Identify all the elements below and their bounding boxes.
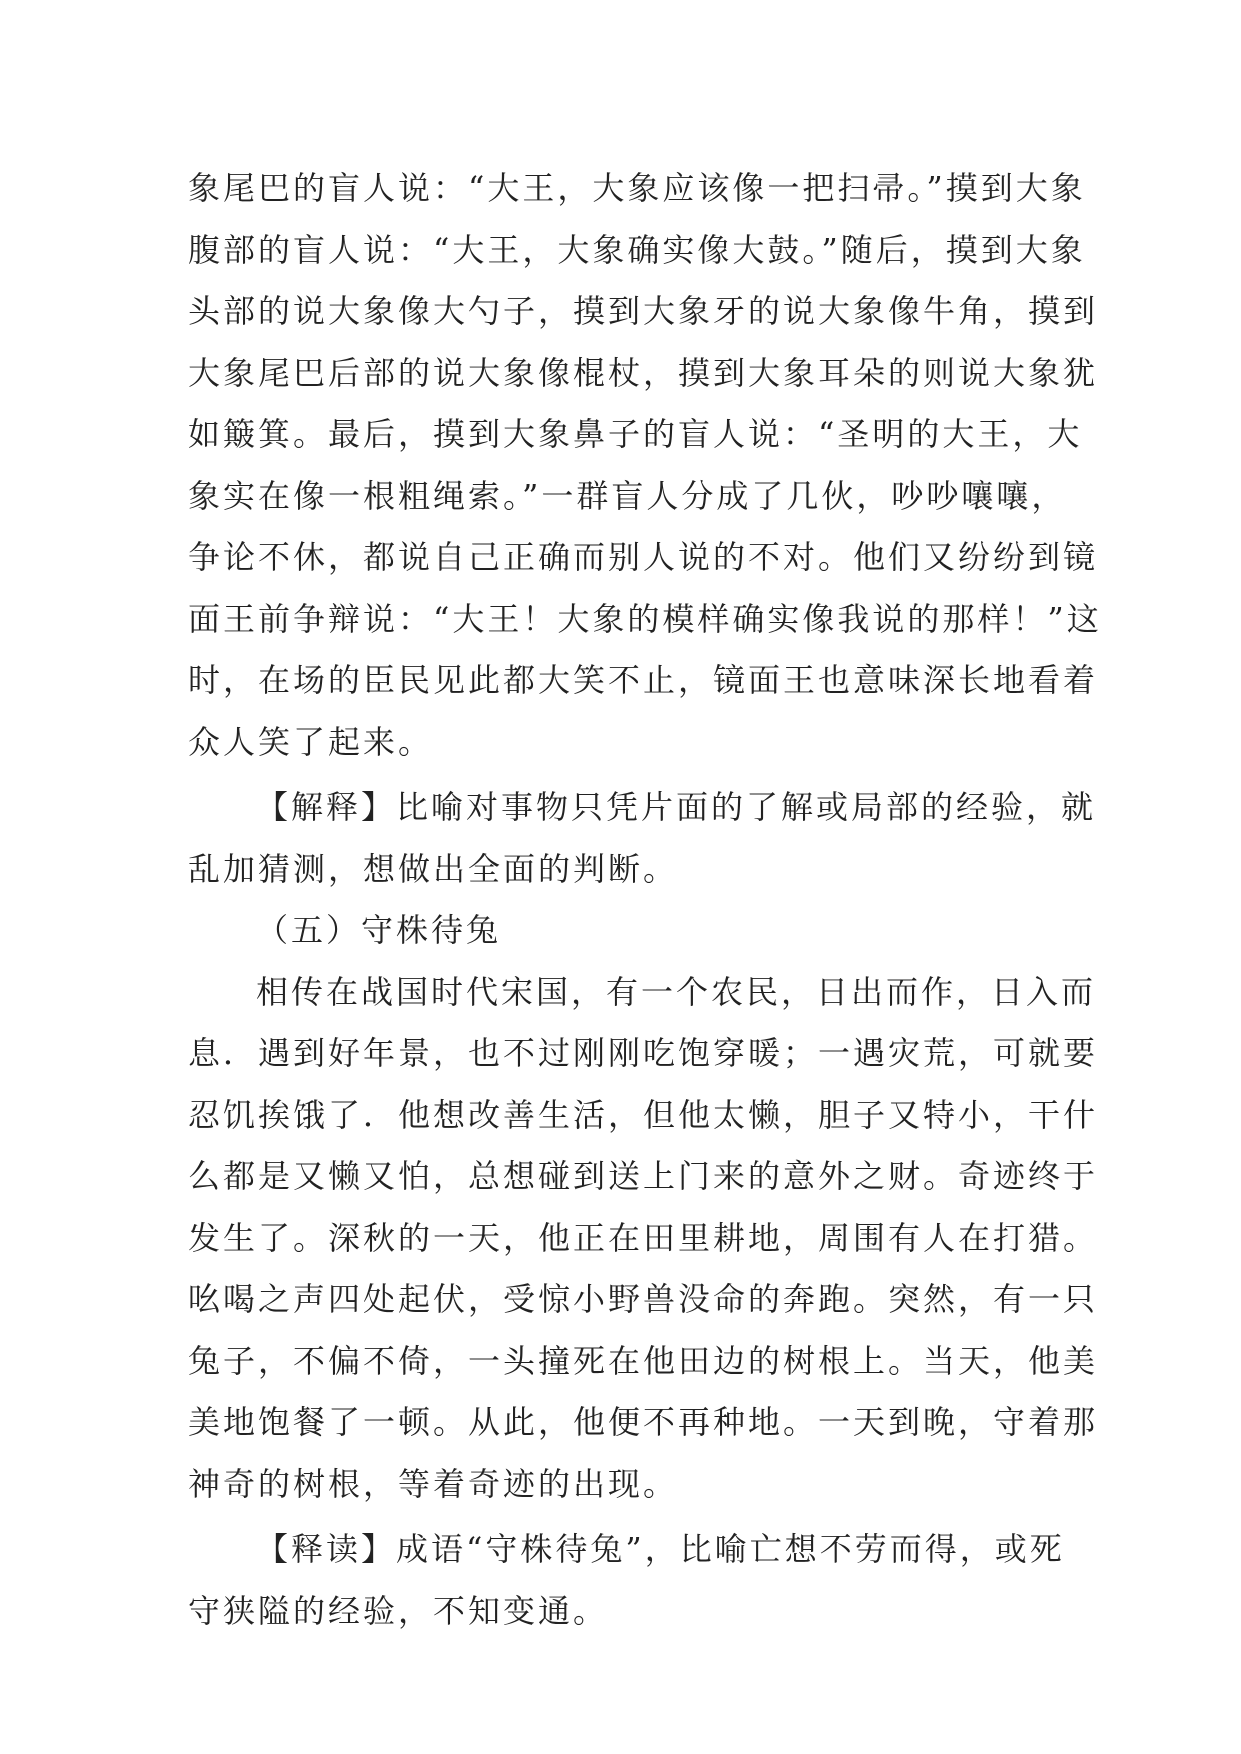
document-body: [188, 158, 1102, 1642]
text-line: 争论不休，都说自己正确而别人说的不对。他们又纷纷到镜: [188, 538, 1099, 576]
text-line: 面王前争辩说：“大王！大象的模样确实像我说的那样！”这: [188, 599, 1102, 638]
explanation-line: 【释读】成语“守株待兔”，比喻亡想不劳而得，或死: [256, 1530, 1065, 1568]
story-line: 相传在战国时代宋国，有一个农民，日出而作，日入而: [256, 972, 1097, 1011]
story-line: 吆喝之声四处起伏，受惊小野兽没命的奔跑。突然，有一只: [188, 1280, 1099, 1318]
explanation-line: 守狭隘的经验，不知变通。: [188, 1591, 609, 1630]
text-line: 时，在场的臣民见此都大笑不止，镜面王也意味深长地看着: [188, 661, 1099, 699]
explanation-line: 【解释】比喻对事物只凭片面的了解或局部的经验，就: [256, 788, 1097, 826]
text-line: 众人笑了起来。: [188, 722, 434, 761]
text-line: 如簸箕。最后，摸到大象鼻子的盲人说：“圣明的大王，大: [188, 415, 1083, 453]
text-line: 大象尾巴后部的说大象像棍杖，摸到大象耳朵的则说大象犹: [188, 353, 1099, 392]
text-line: 象实在像一根粗绳索。”一群盲人分成了几伙，吵吵嚷嚷，: [188, 476, 1067, 515]
story-line: 神奇的树根，等着奇迹的出现。: [188, 1464, 679, 1503]
story-line: 美地饱餐了一顿。从此，他便不再种地。一天到晚，守着那: [188, 1403, 1099, 1441]
story-line: 息．遇到好年景，也不过刚刚吃饱穿暖；一遇灾荒，可就要: [188, 1034, 1099, 1072]
text-line: 腹部的盲人说：“大王，大象确实像大鼓。”随后，摸到大象: [188, 230, 1086, 269]
explanation-line: 乱加猜测，想做出全面的判断。: [188, 849, 679, 888]
story-line: 忍饥挨饿了．他想改善生活，但他太懒，胆子又特小，干什: [188, 1095, 1099, 1134]
text-line: 头部的说大象像大勺子，摸到大象牙的说大象像牛角，摸到: [188, 292, 1099, 330]
section-heading: （五）守株待兔: [256, 911, 502, 949]
text-line: 象尾巴的盲人说：“大王，大象应该像一把扫帚。”摸到大象: [188, 169, 1086, 207]
story-line: 么都是又懒又怕，总想碰到送上门来的意外之财。奇迹终于: [188, 1157, 1099, 1195]
story-line: 兔子，不偏不倚，一头撞死在他田边的树根上。当天，他美: [188, 1341, 1099, 1380]
story-line: 发生了。深秋的一天，他正在田里耕地，周围有人在打猎。: [188, 1218, 1099, 1257]
